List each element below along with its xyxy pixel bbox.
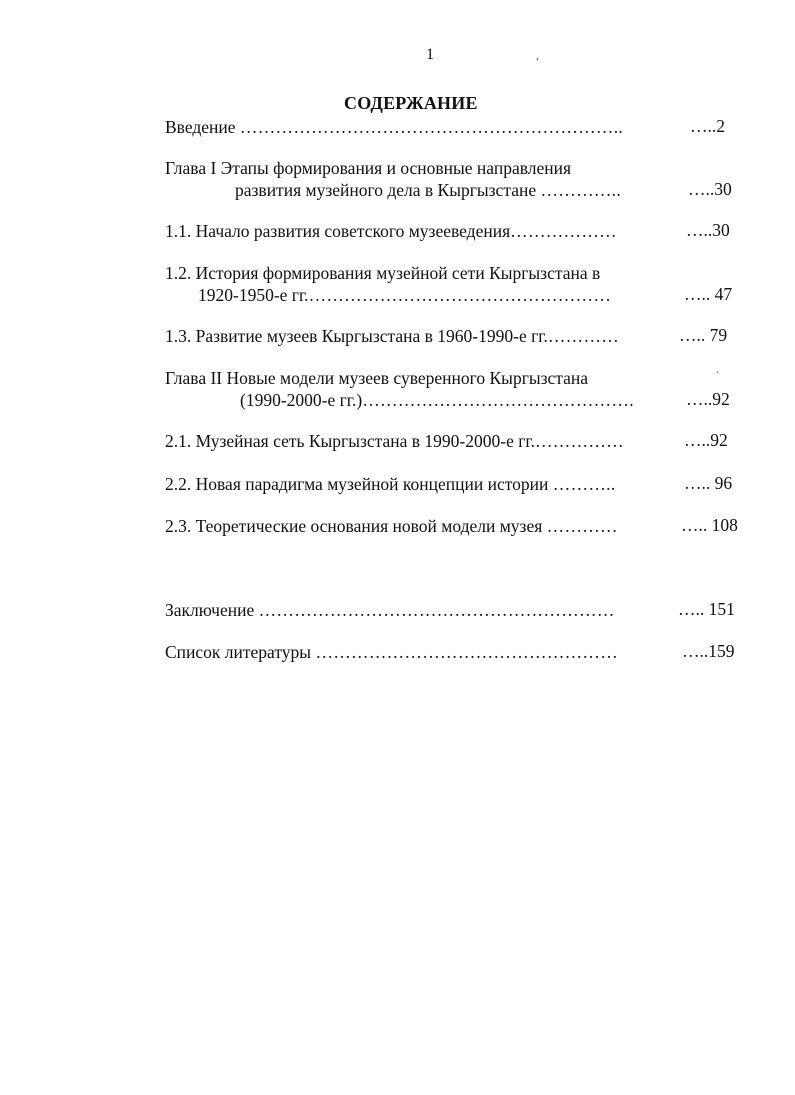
toc-chapter-2-line1: Глава II Новые модели музеев суверенного Кыргызстана	[165, 368, 589, 388]
toc-section-1-2-line2	[198, 284, 611, 306]
toc-entry-label: (1990-2000-е гг.)	[240, 390, 363, 410]
toc-leader: ……………………………………………	[308, 285, 612, 305]
toc-leader: …………..	[540, 180, 622, 200]
toc-entry-label: 2.3. Теоретические основания новой модели музея	[165, 516, 547, 536]
toc-page-number: …..92	[686, 389, 730, 409]
toc-page-number: …..30	[686, 220, 730, 240]
toc-section-2-2	[165, 473, 616, 495]
toc-entry-label: 1920-1950-е гг.	[198, 285, 309, 305]
toc-page-number: ….. 47	[684, 284, 733, 304]
page-number: 1	[426, 46, 434, 63]
scan-speck: ,	[536, 48, 539, 62]
toc-leader: ………..	[552, 474, 616, 494]
toc-leader: ………………………………………………………..	[239, 117, 624, 137]
toc-entry-label: 1.3. Развитие музеев Кыргызстана в 1960-1990-е гг.	[165, 326, 548, 346]
toc-leader: ……………………………………….	[362, 390, 634, 410]
toc-page-number: …..92	[684, 430, 728, 450]
toc-section-1-3	[165, 325, 619, 347]
toc-entry-label: 1.1. Начало развития советского музееведения	[165, 221, 511, 241]
toc-leader: ……………	[534, 431, 624, 451]
toc-chapter-1-line1: Глава I Этапы формирования и основные направления	[165, 158, 572, 178]
toc-leader: …………	[546, 516, 618, 536]
toc-section-1-1	[165, 220, 617, 242]
toc-page-number: ….. 108	[681, 515, 738, 535]
toc-leader: ……………………………………………………	[258, 600, 615, 620]
toc-entry-label: Заключение	[165, 600, 259, 620]
toc-leader: ……………………………………………	[315, 642, 619, 662]
toc-entry-label: развития музейного дела в Кыргызстане	[235, 180, 541, 200]
toc-leader: ………………	[510, 221, 617, 241]
toc-page-number: ….. 79	[679, 325, 728, 345]
toc-page-number: …..2	[690, 116, 725, 136]
toc-entry-intro	[165, 116, 623, 138]
toc-page-number: ….. 96	[684, 473, 733, 493]
toc-section-2-3	[165, 515, 618, 537]
toc-entry-literature	[165, 641, 618, 663]
toc-page-number: ….. 151	[678, 599, 735, 619]
toc-section-1-2-line1: 1.2. История формирования музейной сети Кыргызстана в	[165, 263, 601, 283]
toc-leader: …………	[547, 326, 620, 346]
toc-chapter-2-line2	[240, 389, 634, 411]
toc-page-number: …..159	[682, 641, 735, 661]
toc-entry-label: Список литературы	[165, 642, 316, 662]
toc-entry-label: 2.1. Музейная сеть Кыргызстана в 1990-2000-е гг.	[165, 431, 535, 451]
toc-entry-label: Введение	[165, 117, 240, 137]
toc-page-number: …..30	[688, 179, 732, 199]
toc-chapter-1-line2	[235, 179, 621, 201]
scan-speck: .	[716, 362, 719, 376]
page-title: СОДЕРЖАНИЕ	[344, 93, 478, 113]
toc-section-2-1	[165, 430, 624, 452]
toc-entry-conclusion	[165, 599, 615, 621]
toc-entry-label: 2.2. Новая парадигма музейной концепции истории	[165, 474, 553, 494]
